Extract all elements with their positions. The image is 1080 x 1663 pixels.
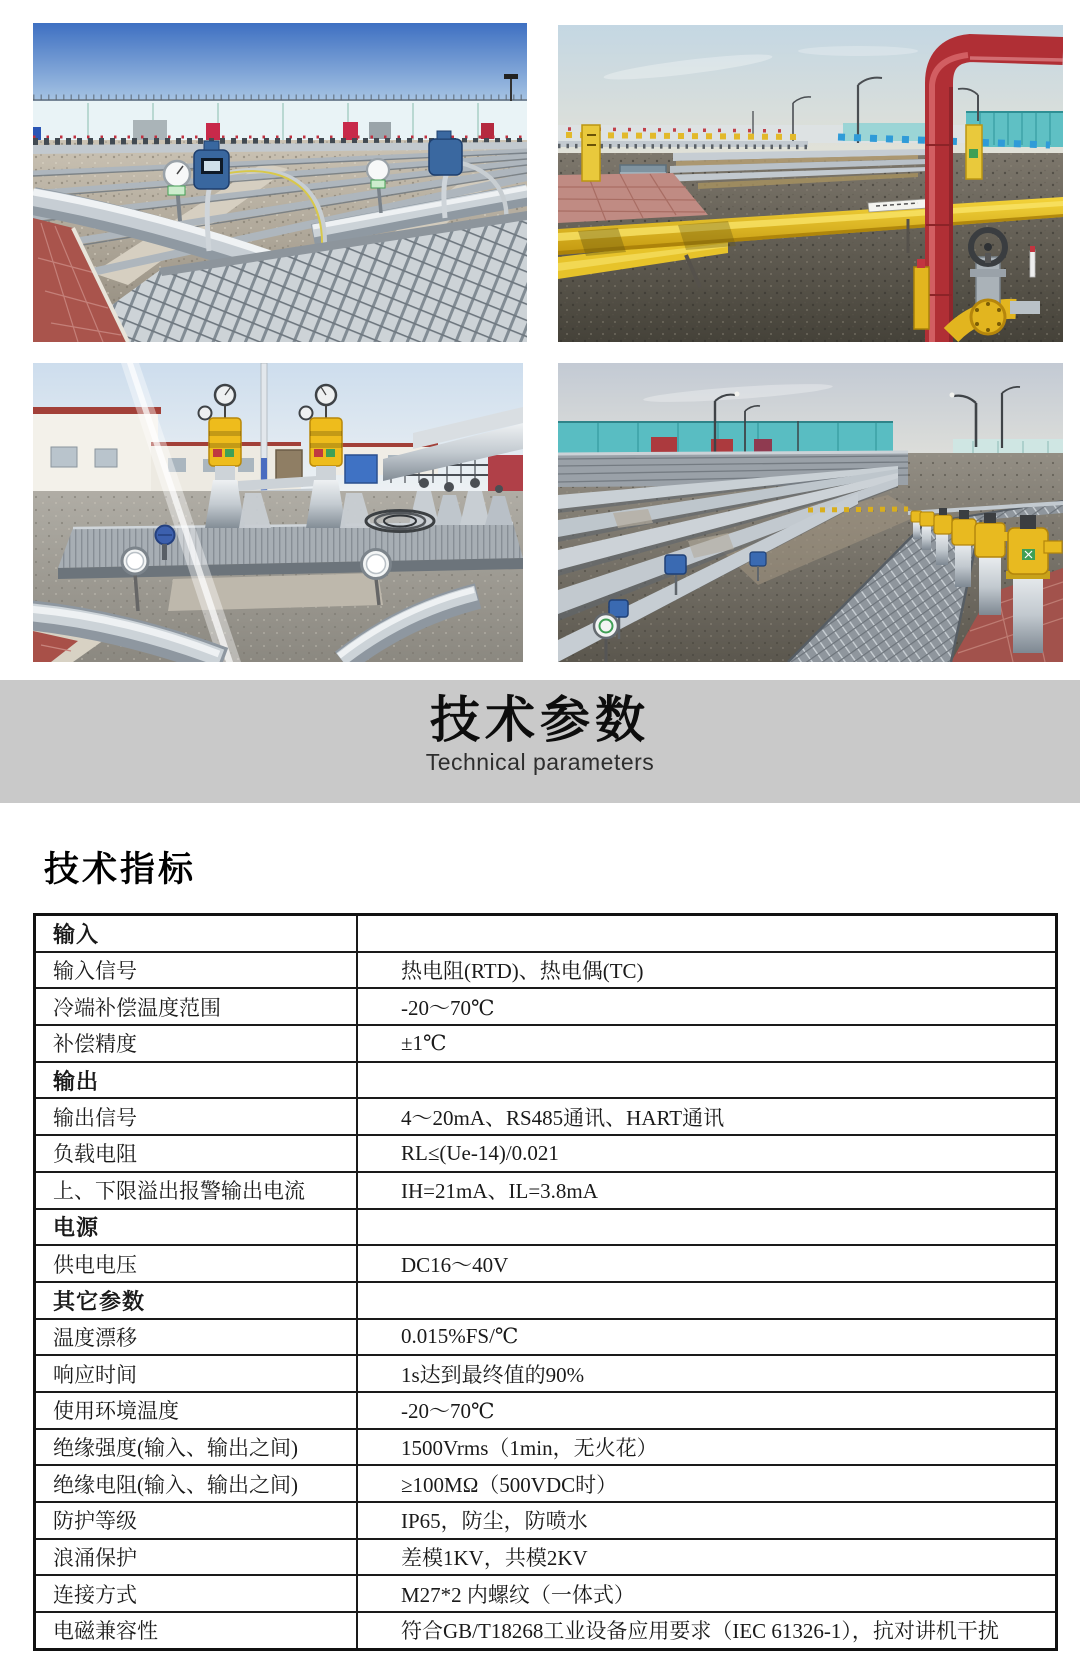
spec-label: 使用环境温度 [35, 1392, 358, 1429]
spec-label: 温度漂移 [35, 1319, 358, 1356]
spec-label: 其它参数 [35, 1282, 358, 1319]
photo-pipeline-transmitters [33, 23, 527, 342]
spec-row-11 [35, 1319, 1057, 1356]
spec-label: 供电电压 [35, 1245, 358, 1282]
spec-row-15 [35, 1465, 1057, 1502]
spec-label: 电源 [35, 1209, 358, 1246]
spec-value [357, 1062, 1057, 1099]
spec-label: 防护等级 [35, 1502, 358, 1539]
spec-row-18 [35, 1575, 1057, 1612]
section-heading: 技术指标 [44, 850, 197, 889]
photo-wellhead-platform [33, 363, 523, 662]
spec-row-9 [35, 1245, 1057, 1282]
spec-row-17 [35, 1539, 1057, 1576]
spec-label: 输入 [35, 915, 358, 952]
spec-value: ±1℃ [357, 1025, 1057, 1062]
spec-label: 响应时间 [35, 1355, 358, 1392]
spec-row-13 [35, 1392, 1057, 1429]
photo-2-illustration [558, 25, 1063, 342]
spec-value [357, 1282, 1057, 1319]
spec-row-5 [35, 1098, 1057, 1135]
spec-value: 0.015%FS/℃ [357, 1319, 1057, 1356]
spec-label: 绝缘强度(输入、输出之间) [35, 1429, 358, 1466]
spec-label: 绝缘电阻(输入、输出之间) [35, 1465, 358, 1502]
photo-pipeline-rows-walkway [558, 363, 1063, 662]
technical-parameters-banner [0, 680, 1080, 803]
spec-row-19 [35, 1612, 1057, 1649]
spec-label: 上、下限溢出报警输出电流 [35, 1172, 358, 1209]
spec-value: -20～70℃ [357, 988, 1057, 1025]
spec-row-4 [35, 1062, 1057, 1099]
photo-3-illustration [33, 363, 523, 662]
spec-value: M27*2 内螺纹（一体式） [357, 1575, 1057, 1612]
spec-table-body [35, 915, 1057, 1650]
spec-value: RL≤(Ue-14)/0.021 [357, 1135, 1057, 1172]
spec-row-3 [35, 1025, 1057, 1062]
spec-value: DC16～40V [357, 1245, 1057, 1282]
spec-label: 浪涌保护 [35, 1539, 358, 1576]
spec-row-8 [35, 1209, 1057, 1246]
spec-table [33, 913, 1058, 1651]
spec-row-1 [35, 952, 1057, 989]
spec-value: ≥100MΩ（500VDC时） [357, 1465, 1057, 1502]
spec-label: 补偿精度 [35, 1025, 358, 1062]
spec-row-16 [35, 1502, 1057, 1539]
banner-title: 技术参数 [430, 692, 650, 748]
spec-row-10 [35, 1282, 1057, 1319]
spec-value: 1s达到最终值的90% [357, 1355, 1057, 1392]
spec-value [357, 1209, 1057, 1246]
spec-label: 输出信号 [35, 1098, 358, 1135]
spec-value: 差模1KV，共模2KV [357, 1539, 1057, 1576]
spec-value: IH=21mA、IL=3.8mA [357, 1172, 1057, 1209]
spec-value: 4～20mA、RS485通讯、HART通讯 [357, 1098, 1057, 1135]
spec-value: 符合GB/T18268工业设备应用要求（IEC 61326-1），抗对讲机干扰 [357, 1612, 1057, 1649]
spec-row-6 [35, 1135, 1057, 1172]
spec-value: 1500Vrms（1min，无火花） [357, 1429, 1057, 1466]
spec-value [357, 915, 1057, 952]
photo-1-illustration [33, 23, 527, 342]
spec-label: 输出 [35, 1062, 358, 1099]
spec-row-0 [35, 915, 1057, 952]
spec-label: 冷端补偿温度范围 [35, 988, 358, 1025]
photo-yellow-red-pipelines [558, 25, 1063, 342]
spec-row-12 [35, 1355, 1057, 1392]
spec-value: -20～70℃ [357, 1392, 1057, 1429]
spec-value: IP65，防尘，防喷水 [357, 1502, 1057, 1539]
spec-value: 热电阻(RTD)、热电偶(TC) [357, 952, 1057, 989]
banner-subtitle: Technical parameters [425, 749, 655, 775]
spec-label: 电磁兼容性 [35, 1612, 358, 1649]
spec-row-2 [35, 988, 1057, 1025]
spec-row-7 [35, 1172, 1057, 1209]
spec-label: 连接方式 [35, 1575, 358, 1612]
photo-4-illustration [558, 363, 1063, 662]
spec-row-14 [35, 1429, 1057, 1466]
spec-label: 负载电阻 [35, 1135, 358, 1172]
spec-label: 输入信号 [35, 952, 358, 989]
